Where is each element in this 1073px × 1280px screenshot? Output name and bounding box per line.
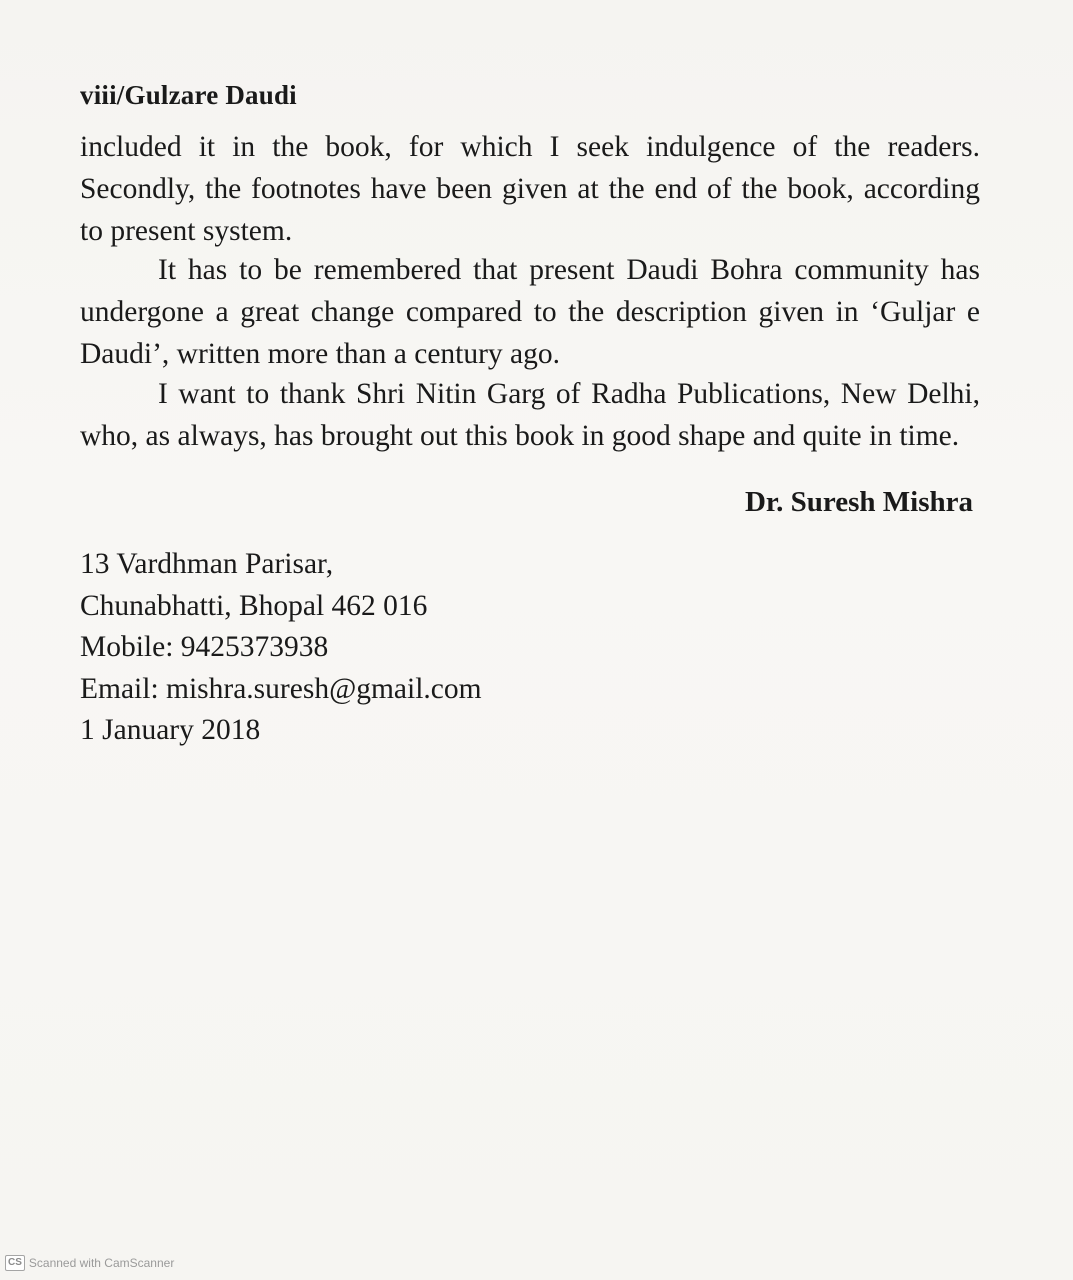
address-line-1: 13 Vardhman Parisar, <box>80 548 334 580</box>
camscanner-logo-icon: CS <box>5 1255 25 1271</box>
running-head: viii/Gulzare Daudi <box>80 80 297 110</box>
paragraph-2: It has to be remembered that present Daudi Bohra community has undergone a great change compared to the description given in ‘Guljar e Daudi’, written more than a century ago. <box>80 254 980 370</box>
address-line-2: Chunabhatti, Bhopal 462 016 <box>80 589 428 622</box>
address-email: Email: mishra.suresh@gmail.com <box>80 672 482 705</box>
camscanner-watermark <box>5 1255 174 1271</box>
camscanner-label: Scanned with CamScanner <box>28 1256 175 1270</box>
author-signature: Dr. Suresh Mishra <box>744 486 973 518</box>
author-address-block <box>80 544 482 752</box>
address-date: 1 January 2018 <box>80 714 261 746</box>
address-mobile: Mobile: 9425373938 <box>80 631 329 663</box>
paragraph-3: I want to thank Shri Nitin Garg of Radha Publications, New Delhi, who, as always, has brought out this book in good shape and quite in time. <box>80 378 980 452</box>
paragraph-1: included it in the book, for which I seek indulgence of the readers. Secondly, the footnotes have been given at the end of the book, according to present system. <box>80 131 980 247</box>
